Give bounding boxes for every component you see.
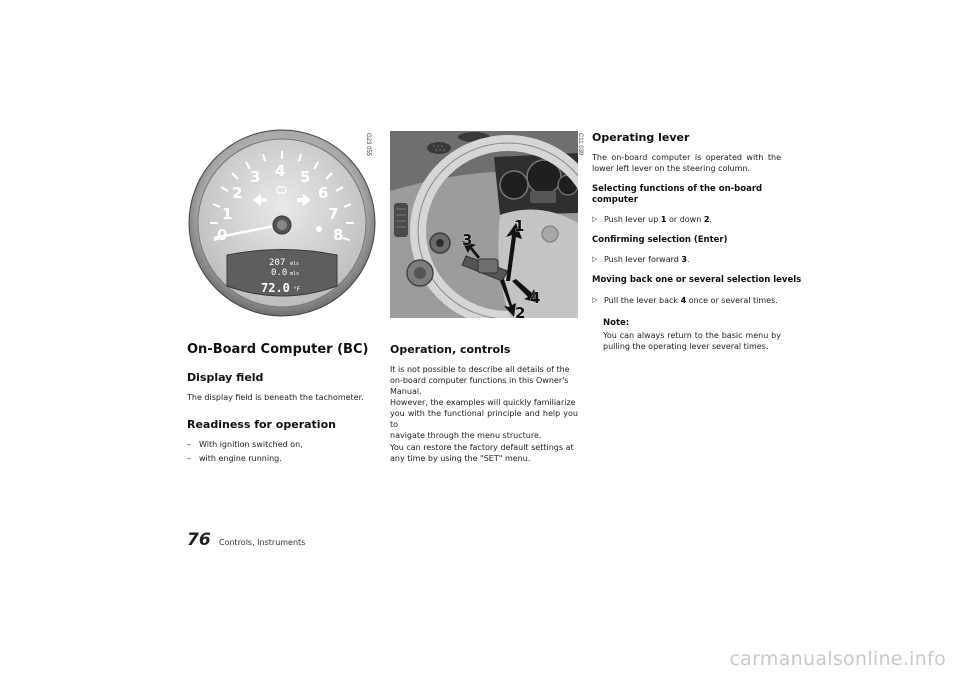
gauge-number-7: 7 <box>328 205 339 223</box>
callout-4: 4 <box>530 289 541 307</box>
confirming-heading: Confirming selection (Enter) <box>592 235 728 245</box>
steering-column-figure <box>390 131 578 318</box>
indicator-dot <box>316 226 322 232</box>
section-title: Controls, Instruments <box>219 538 306 547</box>
select-instruction <box>592 214 712 225</box>
gauge-number-0: 0 <box>217 226 228 244</box>
text-line: However, the examples will quickly familiarize <box>390 398 576 407</box>
display-trip: 0.0 <box>271 268 288 278</box>
heading-line: Selecting functions of the on-board <box>592 184 763 194</box>
gauge-number-5: 5 <box>300 168 311 186</box>
display-field-heading: Display field <box>187 371 264 384</box>
heading-line: computer <box>592 195 638 205</box>
tachometer-figure <box>187 128 377 318</box>
tachometer-illustration <box>187 128 377 318</box>
list-item <box>187 439 367 450</box>
figure-code-middle: C11 039 <box>577 133 583 156</box>
text-line: any time by using the "SET" menu. <box>390 454 531 463</box>
text-line: Manual. <box>390 387 422 396</box>
display-odometer-unit: mls <box>290 261 300 267</box>
gauge-number-4: 4 <box>275 162 286 180</box>
selecting-functions-heading <box>592 184 781 206</box>
figure-code-left: G23 055 <box>365 133 371 157</box>
text-line: navigate through the menu structure. <box>390 431 542 440</box>
list-item <box>187 453 367 464</box>
callout-2: 2 <box>515 304 526 318</box>
text-line: You can restore the factory default settings at <box>390 443 574 452</box>
text-line: It is not possible to describe all details of the <box>390 365 570 374</box>
text-line: you with the functional principle and help you to <box>390 409 578 429</box>
display-odometer: 207 <box>269 258 286 268</box>
note-text: You can always return to the basic menu by pulling the operating lever several times. <box>603 331 781 351</box>
operation-controls-heading: Operation, controls <box>390 343 511 356</box>
page-number: 76 <box>187 530 211 550</box>
instruction-text: Pull the lever back 4 once or several times. <box>604 296 778 305</box>
callout-3: 3 <box>462 231 473 249</box>
page-title: On-Board Computer (BC) <box>187 342 369 357</box>
back-instruction <box>592 295 778 306</box>
list-marker: – <box>187 440 191 449</box>
gauge-number-2: 2 <box>232 184 243 202</box>
display-temperature: 72.0 <box>261 281 290 295</box>
text-line: on-board computer functions in this Owner's <box>390 376 569 385</box>
moving-back-heading: Moving back one or several selection levels <box>592 275 802 285</box>
triangle-bullet-icon: ▷ <box>592 255 598 263</box>
display-temperature-unit: °F <box>293 286 301 293</box>
operation-paragraph-1 <box>390 364 578 441</box>
list-item-text: With ignition switched on, <box>199 440 303 449</box>
instruction-text: Push lever up 1 or down 2. <box>604 215 712 224</box>
list-item-text: with engine running. <box>199 454 282 463</box>
triangle-bullet-icon: ▷ <box>592 215 598 223</box>
gauge-number-8: 8 <box>333 226 344 244</box>
confirm-instruction <box>592 254 690 265</box>
gauge-number-3: 3 <box>250 168 261 186</box>
operation-paragraph-2 <box>390 442 578 464</box>
operating-lever-heading: Operating lever <box>592 131 690 144</box>
display-field-text: The display field is beneath the tachometer. <box>187 393 364 402</box>
note-label: Note: <box>603 318 630 328</box>
gauge-number-1: 1 <box>222 205 233 223</box>
instruction-text: Push lever forward 3. <box>604 255 690 264</box>
operating-lever-intro: The on-board computer is operated with the lower left lever on the steering column. <box>592 153 781 173</box>
triangle-bullet-icon: ▷ <box>592 296 598 304</box>
readiness-heading: Readiness for operation <box>187 418 336 431</box>
display-trip-unit: mls <box>290 271 300 277</box>
list-marker: – <box>187 454 191 463</box>
callout-1: 1 <box>514 217 525 235</box>
readiness-list <box>187 439 367 464</box>
gauge-number-6: 6 <box>318 184 329 202</box>
steering-column-illustration <box>390 131 578 318</box>
watermark: carmanualsonline.info <box>729 648 946 670</box>
